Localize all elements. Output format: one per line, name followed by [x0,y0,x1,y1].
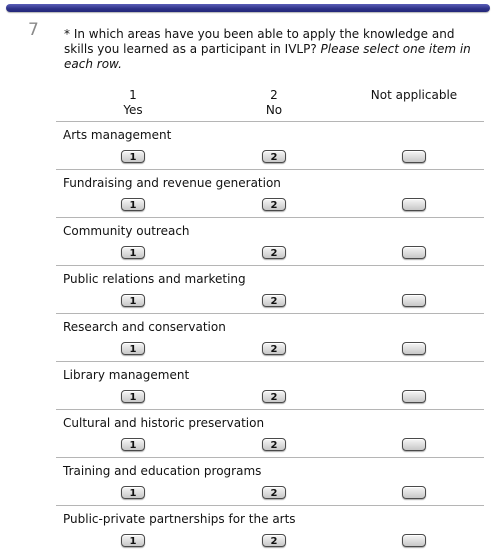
option-no-button[interactable]: 2 [262,294,286,307]
option-no-button[interactable]: 2 [262,342,286,355]
column-header-not-applicable [356,88,472,103]
question-instruction: Please select one item in each row. [64,42,471,71]
row-label: Cultural and historic preservation [63,416,265,430]
option-yes-button[interactable]: 1 [121,198,145,211]
row-label: Training and education programs [63,464,262,478]
option-no-button[interactable]: 2 [262,534,286,547]
matrix-row [56,457,484,506]
option-yes-button[interactable]: 1 [121,342,145,355]
matrix-row [56,265,484,314]
option-yes-button[interactable]: 1 [121,534,145,547]
column-label: Yes [123,103,143,117]
matrix-row [56,505,484,554]
question-text: * In which areas have you been able to apply the knowledge and skills you learned as a participant in IVLP? [64,27,455,56]
option-no-button[interactable]: 2 [262,486,286,499]
column-label: Not applicable [370,88,458,102]
option-yes-button[interactable]: 1 [121,246,145,259]
matrix-row [56,169,484,218]
option-yes-button[interactable]: 1 [121,486,145,499]
row-label: Library management [63,368,190,382]
option-yes-button[interactable]: 1 [121,294,145,307]
option-no-button[interactable]: 2 [262,246,286,259]
option-not-applicable-button[interactable] [402,198,426,211]
option-not-applicable-button[interactable] [402,342,426,355]
row-label: Arts management [63,128,172,142]
header-bar [6,4,490,12]
matrix-row [56,361,484,410]
row-label: Community outreach [63,224,190,238]
matrix-row [56,121,484,170]
row-label: Fundraising and revenue generation [63,176,281,190]
option-yes-button[interactable]: 1 [121,390,145,403]
option-not-applicable-button[interactable] [402,150,426,163]
option-not-applicable-button[interactable] [402,246,426,259]
option-no-button[interactable]: 2 [262,438,286,451]
column-number: 1 [129,88,137,102]
option-not-applicable-button[interactable] [402,438,426,451]
option-not-applicable-button[interactable] [402,390,426,403]
row-label: Research and conservation [63,320,226,334]
option-not-applicable-button[interactable] [402,486,426,499]
option-yes-button[interactable]: 1 [121,438,145,451]
option-not-applicable-button[interactable] [402,294,426,307]
column-header-no [249,88,299,118]
row-label: Public relations and marketing [63,272,246,286]
column-label: No [265,103,283,117]
question-number: 7 [28,20,39,40]
matrix-row [56,217,484,266]
option-yes-button[interactable]: 1 [121,150,145,163]
option-no-button[interactable]: 2 [262,198,286,211]
matrix-row [56,409,484,458]
row-label: Public-private partnerships for the arts [63,512,296,526]
column-number: 2 [270,88,278,102]
option-no-button[interactable]: 2 [262,150,286,163]
question-prompt [64,27,474,72]
option-no-button[interactable]: 2 [262,390,286,403]
matrix-row [56,313,484,362]
column-header-yes [108,88,158,118]
option-not-applicable-button[interactable] [402,534,426,547]
